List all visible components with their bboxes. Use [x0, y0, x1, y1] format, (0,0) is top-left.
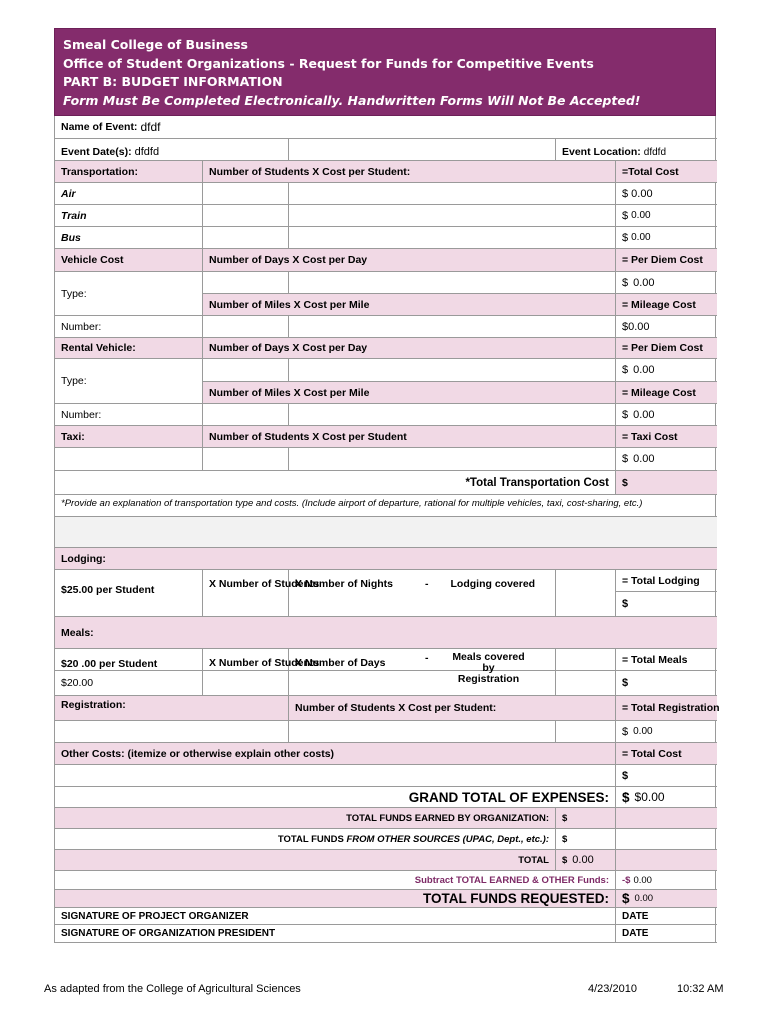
earned-value: $: [562, 812, 568, 824]
vehicle-mileage-label: = Mileage Cost: [616, 294, 717, 316]
lodging-rate-label: $25.00 per Student: [55, 570, 203, 617]
earned-field[interactable]: [556, 808, 616, 829]
registration-column-label: Number of Students X Cost per Student:: [289, 696, 616, 721]
earned-label: TOTAL FUNDS EARNED BY ORGANIZATION:: [55, 808, 556, 829]
rental-cost-per-mile-input[interactable]: [289, 404, 616, 426]
bus-total-value: 0.00: [631, 232, 651, 243]
vehicle-mileage-field[interactable]: [616, 316, 717, 338]
total-transport-label: *Total Transportation Cost: [465, 476, 609, 489]
meals-total-field[interactable]: [616, 671, 717, 696]
transportation-column-label: Number of Students X Cost per Student:: [203, 161, 616, 183]
meals-covered-input[interactable]: [556, 671, 616, 696]
president-date-label: DATE: [622, 928, 649, 939]
meals-covered-label: Meals covered by Registration: [452, 651, 525, 685]
grand-total-label-cell: [55, 787, 616, 808]
footer-source: As adapted from the College of Agricultural Sciences: [44, 983, 301, 995]
vehicle-number-field[interactable]: [55, 316, 203, 338]
grand-total-value: $0.00: [634, 790, 665, 804]
other-sources-field[interactable]: [556, 829, 616, 850]
vehicle-mileage-value: $0.00: [622, 320, 650, 333]
meals-rate-value: $20.00: [61, 677, 94, 689]
total-transport-field[interactable]: [616, 471, 717, 495]
requested-value: 0.00: [634, 893, 654, 904]
grand-total-field[interactable]: [616, 787, 717, 808]
registration-total-label: = Total Registration: [616, 696, 717, 721]
subtract-label: Subtract TOTAL EARNED & OTHER Funds:: [55, 871, 616, 890]
event-location-label: Event Location:: [562, 146, 641, 158]
other-sources-blank: [616, 829, 717, 850]
event-dates-blank[interactable]: [289, 139, 556, 161]
rental-days-label: Number of Days X Cost per Day: [203, 338, 616, 359]
train-total-value: 0.00: [631, 210, 651, 221]
dollar-sign: $: [562, 854, 568, 866]
registration-cost-input[interactable]: [556, 721, 616, 743]
earned-blank: [616, 808, 717, 829]
air-cost-input[interactable]: [289, 183, 616, 205]
vehicle-per-diem-value: 0.00: [633, 276, 655, 289]
dollar-sign: $: [622, 364, 629, 376]
other-costs-input[interactable]: [55, 765, 616, 787]
meals-rate-label: $20 .00 per Student: [55, 649, 203, 671]
vehicle-days-input[interactable]: [203, 272, 289, 294]
dollar-sign: $: [622, 453, 629, 465]
air-total-field[interactable]: [616, 183, 717, 205]
meals-spacer: [556, 649, 616, 671]
organizer-date-label: DATE: [622, 910, 649, 922]
subtract-prefix: -$: [622, 874, 631, 886]
vehicle-miles-label: Number of Miles X Cost per Mile: [203, 294, 616, 316]
lodging-dash: -: [425, 578, 429, 590]
rental-type-field[interactable]: [55, 359, 203, 404]
event-name-field[interactable]: [55, 116, 717, 139]
other-costs-total-field[interactable]: [616, 765, 717, 787]
dollar-sign: $: [622, 276, 629, 289]
event-dates-value: dfdfd: [134, 146, 160, 158]
explanation-note: *Provide an explanation of transportation type and costs. (Include airport of departure, rational for multiple vehicles, taxi, cost-sharing, etc.): [55, 495, 717, 517]
rental-vehicle-label: Rental Vehicle:: [55, 338, 203, 359]
budget-form: [54, 28, 720, 943]
lodging-covered-label: Lodging covered: [450, 578, 536, 590]
event-location-value: dfdfd: [643, 147, 667, 158]
train-students-input[interactable]: [203, 205, 289, 227]
other-costs-total-label: = Total Cost: [616, 743, 717, 765]
other-sources-label-cell: [55, 829, 556, 850]
train-cost-input[interactable]: [289, 205, 616, 227]
taxi-total-label: = Taxi Cost: [616, 426, 717, 448]
subtract-field[interactable]: [616, 871, 717, 890]
meals-total-label: = Total Meals: [616, 649, 717, 671]
dollar-sign: $: [622, 209, 629, 222]
registration-total-value: 0.00: [633, 726, 653, 737]
requested-field[interactable]: [616, 890, 717, 908]
vehicle-type-label: Type:: [61, 287, 87, 300]
lodging-spacer: [556, 570, 616, 617]
total-field[interactable]: [556, 850, 616, 871]
meals-students-input[interactable]: [203, 671, 289, 696]
transportation-total-label: =Total Cost: [616, 161, 717, 183]
header-instructions: Form Must Be Completed Electronically. Handwritten Forms Will Not Be Accepted!: [63, 92, 641, 108]
grand-total-label: GRAND TOTAL OF EXPENSES:: [408, 789, 609, 805]
rental-cost-per-day-input[interactable]: [289, 359, 616, 382]
bus-label: Bus: [55, 227, 203, 249]
rental-per-diem-field[interactable]: [616, 359, 717, 382]
event-name-value: dfdf: [140, 120, 161, 134]
other-sources-value: $: [562, 833, 568, 845]
total-transport-label-cell: [55, 471, 616, 495]
event-dates-field[interactable]: [55, 139, 289, 161]
rental-number-label: Number:: [61, 408, 102, 421]
vehicle-miles-input[interactable]: [203, 316, 289, 338]
explanation-input[interactable]: [55, 517, 717, 548]
vehicle-cost-per-day-input[interactable]: [289, 272, 616, 294]
dollar-sign: $: [622, 231, 629, 244]
subtract-value: 0.00: [633, 874, 652, 886]
dollar-sign: $: [622, 408, 629, 421]
lodging-nights-label-cell: [289, 570, 556, 617]
air-total-value: $ 0.00: [622, 187, 653, 200]
meals-days-label-cell: [289, 649, 556, 685]
vehicle-cost-per-mile-input[interactable]: [289, 316, 616, 338]
total-blank: [616, 850, 717, 871]
rental-per-diem-label: = Per Diem Cost: [616, 338, 717, 359]
vehicle-per-diem-field[interactable]: [616, 272, 717, 294]
dollar-sign: $: [622, 725, 629, 738]
meals-days-label: X Number of Days: [295, 657, 386, 669]
form-header: [54, 28, 716, 116]
taxi-cost-input[interactable]: [289, 448, 616, 471]
bus-students-input[interactable]: [203, 227, 289, 249]
taxi-students-input[interactable]: [203, 448, 289, 471]
registration-students-input[interactable]: [289, 721, 556, 743]
requested-label-cell: [55, 890, 616, 908]
vehicle-cost-label: Vehicle Cost: [55, 249, 203, 272]
other-sources-label-b: FROM OTHER SOURCES (UPAC, Dept., etc.):: [346, 833, 549, 845]
president-date-field[interactable]: [616, 925, 717, 943]
rental-mileage-field[interactable]: [616, 404, 717, 426]
lodging-label: Lodging:: [55, 548, 717, 570]
header-office: Office of Student Organizations - Request for Funds for Competitive Events: [63, 55, 594, 71]
rental-days-input[interactable]: [203, 359, 289, 382]
meals-days-input[interactable]: [289, 671, 556, 696]
vehicle-number-label: Number:: [61, 320, 102, 333]
dollar-sign: $: [622, 789, 630, 805]
rental-miles-label: Number of Miles X Cost per Mile: [203, 382, 616, 404]
other-costs-total-value: $: [622, 769, 629, 782]
rental-miles-input[interactable]: [203, 404, 289, 426]
taxi-column-label: Number of Students X Cost per Student: [203, 426, 616, 448]
meals-total-value: $: [622, 677, 629, 689]
meals-label: Meals:: [55, 617, 717, 649]
footer-date: 4/23/2010: [588, 983, 637, 995]
taxi-label: Taxi:: [55, 426, 203, 448]
air-students-input[interactable]: [203, 183, 289, 205]
lodging-total-value: $: [622, 598, 629, 610]
signature-table: [54, 908, 716, 943]
train-total-field[interactable]: [616, 205, 717, 227]
event-name-label: Name of Event:: [61, 121, 138, 133]
vehicle-per-diem-label: = Per Diem Cost: [616, 249, 717, 272]
vehicle-type-field[interactable]: [55, 272, 203, 316]
rental-per-diem-value: 0.00: [633, 364, 655, 376]
bus-cost-input[interactable]: [289, 227, 616, 249]
total-label: TOTAL: [55, 850, 556, 871]
train-label: Train: [55, 205, 203, 227]
other-sources-label-a: TOTAL FUNDS: [277, 833, 347, 845]
meals-students-label: X Number of Students: [203, 649, 289, 671]
vehicle-days-label: Number of Days X Cost per Day: [203, 249, 616, 272]
lodging-total-field[interactable]: [616, 592, 717, 617]
other-costs-label: Other Costs: (itemize or otherwise explain other costs): [55, 743, 616, 765]
registration-total-field[interactable]: [616, 721, 717, 743]
total-transport-value: $: [622, 476, 628, 489]
dollar-sign: $: [622, 891, 630, 906]
organizer-signature-label: SIGNATURE OF PROJECT ORGANIZER: [61, 910, 249, 922]
rental-type-label: Type:: [61, 375, 87, 387]
registration-label: Registration:: [55, 696, 289, 721]
organizer-signature-field[interactable]: [55, 908, 616, 925]
requested-label: TOTAL FUNDS REQUESTED:: [422, 891, 609, 906]
header-college: Smeal College of Business: [63, 37, 248, 52]
header-part: PART B: BUDGET INFORMATION: [63, 74, 283, 89]
organizer-date-field[interactable]: [616, 908, 717, 925]
transportation-label: Transportation:: [55, 161, 203, 183]
meals-dash: -: [425, 652, 429, 664]
rental-mileage-value: 0.00: [633, 408, 655, 421]
president-signature-field[interactable]: [55, 925, 616, 943]
taxi-total-value: 0.00: [633, 453, 655, 465]
event-location-field[interactable]: [556, 139, 717, 161]
lodging-total-label: = Total Lodging: [616, 570, 717, 592]
taxi-description-input[interactable]: [55, 448, 203, 471]
footer-time: 10:32 AM: [677, 983, 724, 995]
president-signature-label: SIGNATURE OF ORGANIZATION PRESIDENT: [61, 928, 276, 939]
registration-description-input[interactable]: [55, 721, 289, 743]
air-label: Air: [55, 183, 203, 205]
taxi-total-field[interactable]: [616, 448, 717, 471]
total-value: 0.00: [572, 854, 594, 866]
rental-number-field[interactable]: [55, 404, 203, 426]
rental-mileage-label: = Mileage Cost: [616, 382, 717, 404]
budget-table: [54, 116, 720, 908]
event-dates-label: Event Date(s):: [61, 146, 132, 158]
bus-total-field[interactable]: [616, 227, 717, 249]
lodging-nights-label: X Number of Nights: [295, 578, 394, 590]
lodging-students-label: X Number of Students: [203, 570, 289, 617]
meals-rate-field[interactable]: [55, 671, 203, 696]
